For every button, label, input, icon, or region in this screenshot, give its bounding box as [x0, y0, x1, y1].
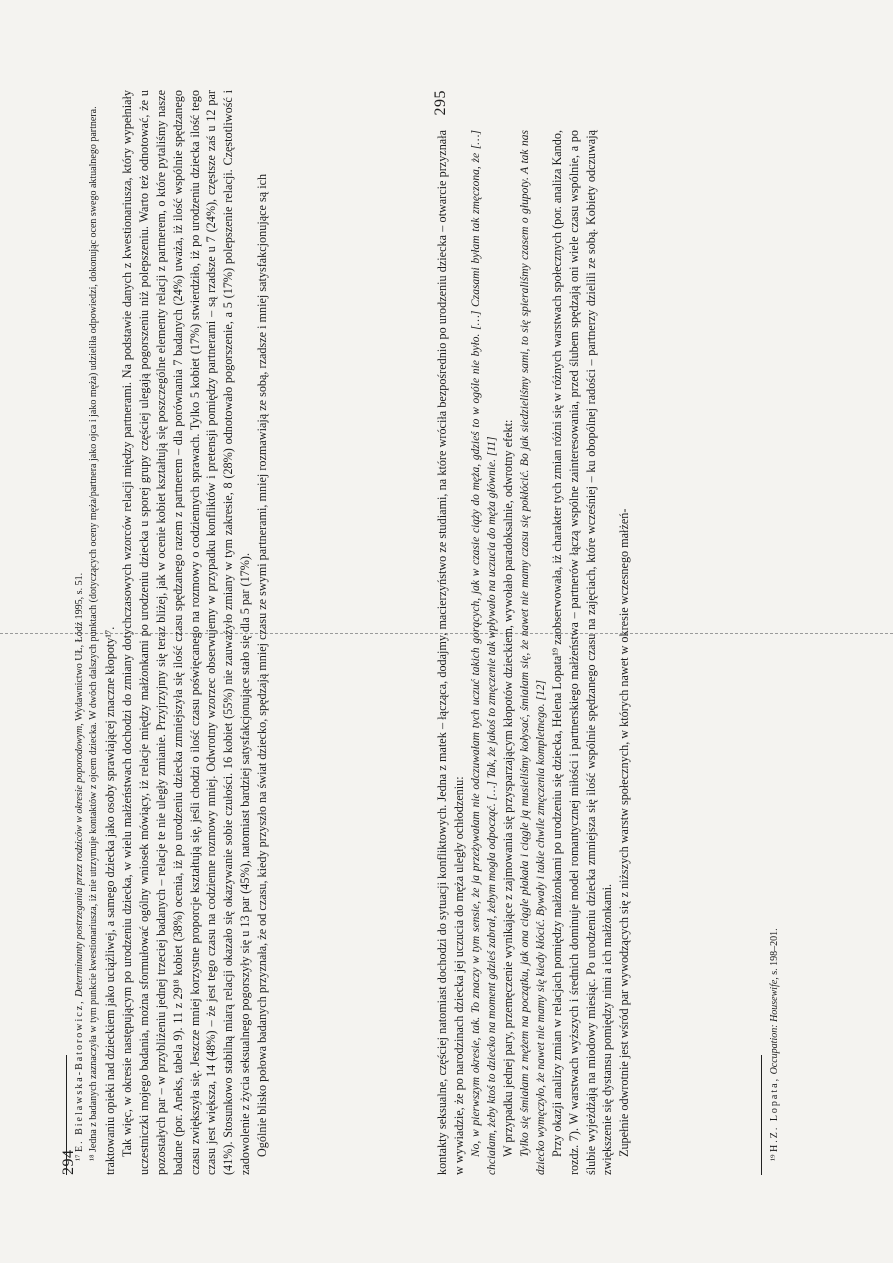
footnote	[87, 90, 101, 1175]
footnote-rule	[66, 1055, 67, 1175]
footnote-rest: s. 198–201.	[769, 928, 781, 975]
page-number: 295	[432, 90, 449, 116]
footnote-title: Determinanty postrzegania przez rodziców w okresie poporodowym,	[74, 723, 85, 997]
footnote-rule	[761, 1055, 762, 1175]
footnote-marker: ¹⁹	[769, 1154, 781, 1161]
page-295	[432, 90, 782, 1175]
footnote-title: Occupation: Housewife,	[769, 977, 781, 1075]
page-number: 294	[60, 1149, 77, 1175]
paragraph: Zupełnie odwrotnie jest wśród par wywodzących się z niższych warstw społecznych, w których nawet w okresie wczesnego małżeń-	[617, 508, 632, 1157]
paragraph: Tak więc, w okresie następującym po urodzeniu dziecka, w wielu małżeństwach dochodzi do zmiany dotychczasowych wzorców relacji między partnerami. Na podstawie danych z kwestionariusza, który wypełniały uczestniczki mojego badania, można sformułować ogólny wniosek mówiący, iż relacje między małżonkami po urodzeniu dziecka u sporej grupy częściej ulegają pogorszeniu niż polepszeniu. Warto też odnotować, że u pozostałych par – w przybliżeniu jednej trzeciej badanych – relacje te nie uległy zmianie. Przyjrzyjmy się teraz bliżej, jak w ocenie kobiet kształtują się poszczególne elementy relacji z partnerem, o które pytaliśmy nasze badane (por. Aneks, tabela 9). 11 z 29¹⁸ kobiet (38%) ocenia, iż po urodzeniu dziecka zmniejszyła się ilość czasu spędzanego razem z partnerem – dla porównania 7 badanych (24%) uważa, iż ilość wspólnie spędzanego czasu zwiększyła się. Jeszcze mniej korzystne proporcje kształtują się, jeśli chodzi o ilość czasu poświęcanego na rozmowy o codziennych sprawach. Tylko 5 kobiet (17%) stwierdziło, iż po urodzeniu dziecka ilość tego czasu jest większa, 14 (48%) – że jest tego czasu na codzienne rozmowy mniej. Odwrotny wzorzec obserwujemy w przypadku konfliktów i pretensji pomiędzy partnerami – są rzadsze u 7 (24%), częstsze zaś u 12 par (41%). Stosunkowo stabilną miarą relacji okazało się okazywanie sobie czułości. 16 kobiet (55%) nie zauważyło zmiany w tym zakresie, 8 (28%) odnotowało pogorszenie, a 5 (17%) polepszenie relacji. Częstotliwość i zadowolenie z życia seksualnego pogorszyły się u 13 par (45%), natomiast bardziej satysfakcjonujące stało się dla 5 par (17%).	[119, 90, 253, 1175]
paragraph: W przypadku jednej pary, przemęczenie wynikające z zajmowania się przysparzającym kłopotów dzieckiem, wywołało paradoksalnie, odwrotny efekt:	[500, 419, 515, 1157]
page-294	[60, 90, 410, 1175]
quote-paragraph: No, w pierwszym okresie, tak. To znaczy w tym sensie, że ja przeżywałam nie odczuwałam tych uczuć takich gorących, jak w czasie ciąży do męża, gdzieś to w ogóle nie było. […] Czasami byłam tak zmęczona, że […] chciałam, żeby ktoś to dziecko na moment gdzieś zabrał, żebym mogła odpocząć. […] Tak, że jakoś to zmęczenie tak wpływało na uczucia do męża głównie. [11]	[469, 130, 498, 1175]
footnotes	[755, 130, 782, 1175]
footnote-author: E. Bielawska-Batorowicz,	[74, 999, 85, 1153]
quote-paragraph: Tylko się śmiałam z mężem na początku, jak ona ciągle płakała i ciągle ją musieliśmy kołysać, śmiałam się, że nawet nie mamy czasu się pokłócić. Bo jak siedzieliśmy sami, to się spieraliśmy czasem o głupoty. A tak nas dziecko wymęczyło, że nawet nie mamy się kiedy kłócić. Bywały i takie chwile zmęczenia kompletnego. [12]	[518, 130, 547, 1175]
footnote-marker: ¹⁷	[74, 1154, 85, 1161]
paragraph: traktowaniu opieki nad dzieckiem jako uciążliwej, a samego dziecka jako osoby sprawiającej znaczne kłopoty¹⁷.	[103, 626, 117, 1175]
footnotes	[60, 90, 410, 1175]
footnote-marker: ¹⁸	[87, 1154, 99, 1161]
paragraph: kontakty seksualne, częściej natomiast dochodzi do sytuacji konfliktowych. Jedna z matek – łącząca, dodajmy, macierzyństwo ze studiami, na które wróciła bezpośrednio po urodzeniu dziecka – otwarcie przyznała w wywiadzie, że po narodzinach dziecka jej uczucia do męża uległy ochłodzeniu:	[435, 130, 466, 1175]
main-text	[434, 130, 633, 1175]
footnote-rest: Wydawnictwo UŁ, Łódź 1995, s. 51.	[74, 572, 85, 721]
footnote	[73, 90, 87, 1175]
paragraph: Przy okazji analizy zmian w relacjach pomiędzy małżonkami po urodzeniu się dziecka, Helena Lopata¹⁹ zaobserwowała, iż charakter tych zmian różni się w różnych warstwach społecznych (por. analiza Kando, rozdz. 7). W warstwach wyższych i średnich dominuje model romantycznej miłości i partnerskiego małżeństwa – partnerów łączą wspólne zainteresowania, przed ślubem spędzają oni wiele czasu wspólnie, a po ślubie wyjeżdżają na miodowy miesiąc. Po urodzeniu dziecka zmniejsza się ilość wspólnie spędzanego czasu na zajęciach, które wcześniej – ku obopólnej radości – partnerzy dzielili ze sobą. Kobiety odczuwają zwiększenie się dystansu pomiędzy nimi a ich małżonkami.	[549, 130, 615, 1175]
paragraph: Ogólnie blisko połowa badanych przyznała, że od czasu, kiedy przyszło na świat dziecko, spędzają mniej czasu ze swymi partnerami, mniej rozmawiają ze sobą, rzadsze i mniej satysfakcjonujące są ich	[255, 173, 270, 1157]
footnote	[768, 130, 782, 1175]
footnote-text: Jedna z badanych zaznaczyła w tym punkcie kwestionariusza, iż nie utrzymuje kontaktów z ojcem dziecka. W dwóch dalszych punktach (dotyczących oceny męża/partnera jako ojca i jako męża) udzieliła odpowiedzi, dokonując ocen swego aktualnego partnera.	[87, 106, 99, 1153]
footnote-author: H.Z. Lopata,	[769, 1076, 781, 1153]
